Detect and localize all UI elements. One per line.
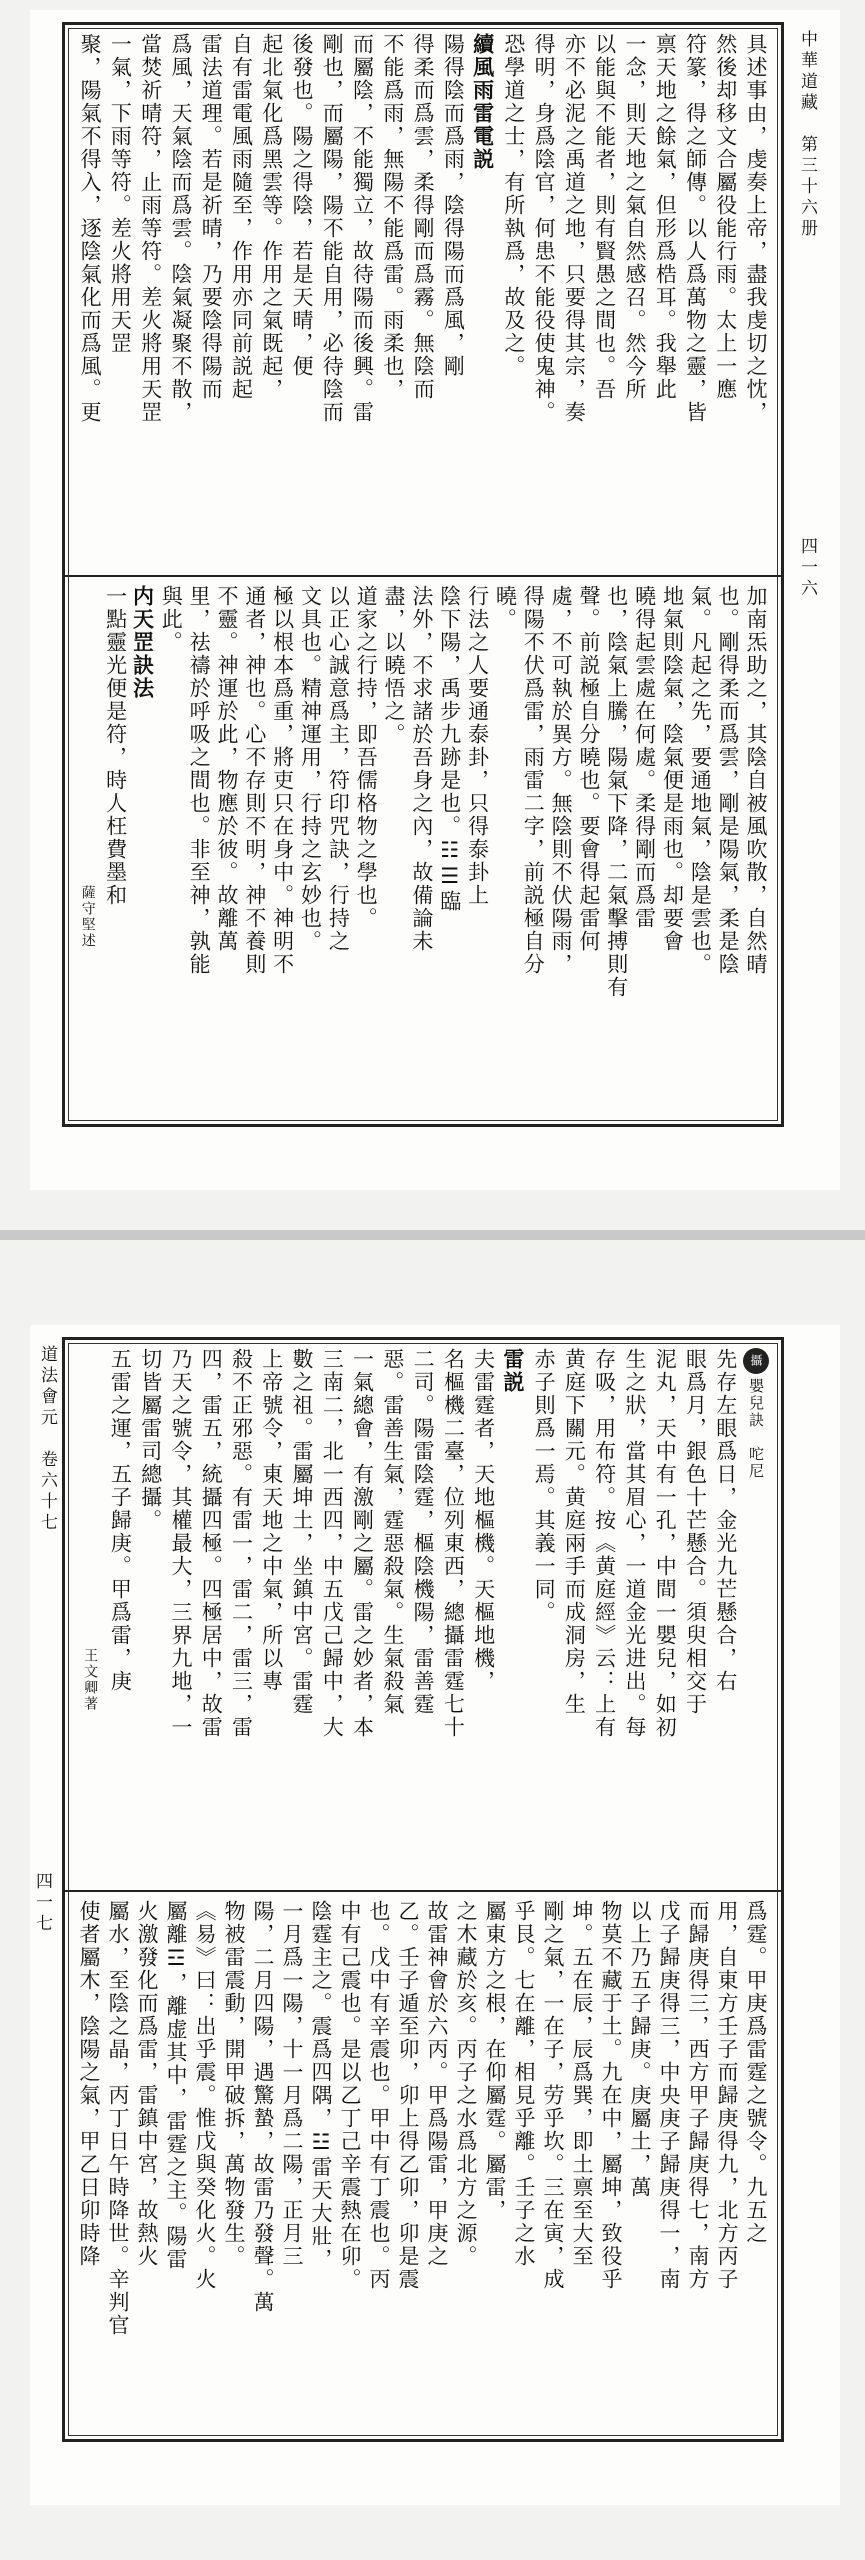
text-column: 加南炁助之，其陰自被風吹散，自然晴 xyxy=(744,585,768,976)
text-column: 陰霆主之。震爲四隅，☳雷天大壯， xyxy=(309,1900,333,2271)
text-column: 戊子歸庚得三，中央庚子歸庚得一，南 xyxy=(657,1900,681,2291)
text-column: 符篆，得之師傳。以人爲萬物之靈，皆 xyxy=(683,33,708,424)
text-column: 通者，神也。心不存則不明，神不養則 xyxy=(242,585,267,976)
text-column: 三南二，北一西四，中五戊己歸中，大 xyxy=(320,1348,345,1739)
text-column: 數之祖。雷屬坤土，坐鎮中宮。雷霆 xyxy=(290,1348,315,1716)
section-heading: 續風雨雷電説 xyxy=(470,33,496,171)
text-column: 存吸，用布符。按《黄庭經》云：上有 xyxy=(592,1348,617,1739)
text-column: 一氣總會，有激剛之屬。雷之妙者，本 xyxy=(350,1348,375,1739)
page-417 xyxy=(30,1325,840,2505)
text-column: 坤。五在辰，辰爲巽，即土禀至大至 xyxy=(570,1900,594,2268)
text-column: 而歸庚得三，西方甲子歸庚得七，南方 xyxy=(686,1900,710,2291)
text-column: 也，陰氣上騰，陽氣下降，二氣擊搏則有 xyxy=(604,585,629,999)
text-column: 屬離☲，離虚其中，雷霆之主。陽雷 xyxy=(164,1900,188,2271)
text-column: 自有雷電風雨隨至，作用亦同前説起 xyxy=(229,33,254,401)
text-column: 赤子則爲一焉。其義一同。 xyxy=(532,1348,557,1624)
upper-register xyxy=(75,1348,771,1883)
text-column: 恐學道之士，有所執爲，故及之。 xyxy=(501,33,526,378)
text-column: 而屬陰，不能獨立，故待陽而後興。雷 xyxy=(350,33,375,424)
text-column: 泥丸，天中有一孔，中間一嬰兒，如初 xyxy=(653,1348,678,1739)
text-column: 與此。 xyxy=(159,585,184,654)
lower-register xyxy=(75,585,771,1120)
register-divider xyxy=(65,1890,781,1892)
text-column: 行法之人要通泰卦，只得泰卦上 xyxy=(465,585,490,907)
text-column: 切皆屬雷司總攝。 xyxy=(138,1348,163,1532)
text-column: 之木藏於亥。丙子之水爲北方之源。 xyxy=(454,1900,478,2268)
text-column: 得陽不伏爲雷，雨雷二字，前説極自分 xyxy=(521,585,546,976)
author-attribution: 王文卿著 xyxy=(82,1648,99,1712)
text-column: 物莫不藏于土。九在中，屬坤，致役乎 xyxy=(599,1900,623,2291)
page-number: 四一七 xyxy=(32,1872,52,1935)
text-column: 以上乃五子歸庚。庚屬土，萬 xyxy=(628,1900,652,2199)
text-frame xyxy=(62,1337,784,2442)
text-column: 名樞機二臺，位列東西，總攝雷霆七十 xyxy=(441,1348,466,1739)
text-column: 然後却移文合屬役能行雨。太上一應 xyxy=(713,33,738,401)
text-column: 黄庭下關元。黄庭兩手而成洞房，生 xyxy=(562,1348,587,1716)
text-column: 眼爲月，銀色十芒懸合。須臾相交于 xyxy=(683,1348,708,1716)
text-column: 上帝號令，東天地之中氣，所以專 xyxy=(259,1348,284,1693)
text-column: 故雷神會於六丙。甲爲陽雷，甲庚之 xyxy=(425,1900,449,2268)
text-column: 盡，以曉悟之。 xyxy=(382,585,407,746)
text-column: 道家之行持，即吾儒格物之學也。 xyxy=(354,585,379,930)
text-column: 乙。壬子遁至卯，卯上得乙卯，卯是震 xyxy=(396,1900,420,2291)
text-column: 雷法道理。若是祈晴，乃要陰得陽而 xyxy=(199,33,224,401)
text-column: 殺不正邪惡。有雷一，雷二，雷三，雷 xyxy=(229,1348,254,1739)
text-column: 《易》曰：出乎震。惟戊與癸化火。火 xyxy=(193,1900,217,2291)
text-column: 一點靈光便是符，時人枉費墨和 xyxy=(103,585,128,907)
text-column: 具述事由，虔奏上帝，盡我虔切之忱， xyxy=(744,33,768,424)
text-column: 剛之氣，一在子，劳乎坎。三在寅，成 xyxy=(541,1900,565,2291)
text-column: 地氣則陰氣，陰氣便是雨也。却要會 xyxy=(660,585,685,953)
text-column: 以能與不能者，則有賢愚之間也。吾 xyxy=(592,33,617,401)
text-column: 起北氣化爲黑雲等。作用之氣既起， xyxy=(259,33,284,401)
text-column: 四，雷五，統攝四極。四極居中，故雷 xyxy=(199,1348,224,1739)
text-column: 中有己震也。是以乙丁己辛震熱在卯。 xyxy=(338,1900,362,2291)
text-column: 氣。凡起之先，要通地氣，陰是雲也。 xyxy=(688,585,713,976)
text-column: 聚，陽氣不得入，逐陰氣化而爲風。更 xyxy=(78,33,103,424)
text-column: 二司。陽雷陰霆，樞陰機陽，雷善霆 xyxy=(411,1348,436,1716)
text-column: 處，不可執於異方。無陰則不伏陽雨， xyxy=(549,585,574,976)
upper-register xyxy=(75,33,771,568)
text-column: 不靈。神運於此，物應於彼。故離萬 xyxy=(214,585,239,953)
text-column: 一月爲一陽，十一月爲二陽，正月三 xyxy=(280,1900,304,2268)
page-separator xyxy=(0,1230,865,1240)
text-column: 得柔而爲雲，柔得剛而爲霧。無陰而 xyxy=(411,33,436,401)
page-416 xyxy=(30,10,840,1190)
text-column: 物被雷震動，開甲破拆，萬物發生。 xyxy=(222,1900,246,2268)
text-column: 爲風，天氣陰而爲雲。陰氣凝聚不散， xyxy=(168,33,193,424)
section-heading: 内天罡訣法 xyxy=(130,585,156,700)
section-heading: 雷説 xyxy=(500,1348,526,1394)
talisman-caption: 攝嬰兒訣 咜尼 xyxy=(741,1348,771,1883)
text-column: 使者屬木，陰陽之氣，甲乙日卯時降 xyxy=(77,1900,101,2268)
text-column: 五雷之運，五子歸庚。甲爲雷，庚 xyxy=(108,1348,133,1693)
text-column: 一念，則天地之氣自然感召。然今所 xyxy=(622,33,647,401)
text-column: 法外，不求諸於吾身之內，故備論未 xyxy=(409,585,434,953)
text-column: 屬東方之根，在仰屬霆。屬雷， xyxy=(483,1900,507,2222)
author-attribution: 薩守堅述 xyxy=(79,885,96,949)
text-column: 剛也，而屬陽，陽不能自用，必待陰而 xyxy=(320,33,345,424)
lower-register xyxy=(75,1900,771,2435)
talisman-seal-icon: 攝 xyxy=(743,1348,769,1374)
register-divider xyxy=(65,575,781,577)
text-column: 禀天地之餘氣，但形爲梏耳。我舉此 xyxy=(653,33,678,401)
text-column: 夫雷霆者，天地樞機。天樞地機， xyxy=(471,1348,496,1693)
text-column: 乃天之號令，其權最大，三界九地，一 xyxy=(168,1348,193,1739)
text-column: 也。戊中有辛震也。甲中有丁震也。丙 xyxy=(367,1900,391,2291)
running-header: 中華道藏 第三十六册 xyxy=(797,30,817,240)
text-column: 當焚祈晴符，止雨等符。差火將用天罡 xyxy=(138,33,163,424)
text-column: 極以根本爲重，將吏只在身中。神明不 xyxy=(270,585,295,976)
text-column: 先存左眼爲日，金光九芒懸合，右 xyxy=(713,1348,738,1693)
text-column: 得明，身爲陰官，何患不能役使鬼神。 xyxy=(532,33,557,424)
text-column: 陰下陽，禹步九跡是也。☷☰臨 xyxy=(437,585,462,913)
text-column: 陽，二月四陽，遇驚蟄，故雷乃發聲。萬 xyxy=(251,1900,275,2314)
text-column: 爲霆。甲庚爲雷霆之號令。九五之 xyxy=(744,1900,768,2245)
text-column: 聲。前説極自分曉也。要會得起雷何 xyxy=(576,585,601,953)
text-column: 火激發化而爲雷，雷鎮中宮，故熱火 xyxy=(135,1900,159,2268)
text-column: 一氣，下雨等符。差火將用天罡 xyxy=(108,33,133,355)
text-column: 生之狀，當其眉心，一道金光进出。每 xyxy=(622,1348,647,1739)
text-column: 曉。 xyxy=(493,585,518,631)
text-column: 屬水，至陰之晶，丙丁日午時降世。辛判官 xyxy=(106,1900,130,2337)
text-frame xyxy=(62,22,784,1127)
text-column: 惡。雷善生氣，霆惡殺氣。生氣殺氣 xyxy=(380,1348,405,1716)
text-column: 里，祛禱於呼吸之間也。非至神，孰能 xyxy=(187,585,212,976)
page-number: 四一六 xyxy=(797,537,817,600)
text-column: 用，自東方壬子而歸庚得九，北方丙子 xyxy=(715,1900,739,2291)
text-column: 曉得起雲處在何處。柔得剛而爲雷 xyxy=(632,585,657,930)
text-column: 後發也。陽之得陰，若是天晴，便 xyxy=(290,33,315,378)
text-column: 亦不必泥之禹道之地，只要得其宗，奏 xyxy=(562,33,587,424)
text-column: 以正心誠意爲主，符印咒訣，行持之 xyxy=(326,585,351,953)
text-column: 陽得陰而爲雨，陰得陽而爲風，剛 xyxy=(441,33,466,378)
text-column: 文具也。精神運用，行持之玄妙也。 xyxy=(298,585,323,953)
running-footer-title: 道法會元 卷六十七 xyxy=(37,1345,57,1534)
text-column: 也。剛得柔而爲雲，剛是陽氣，柔是陰 xyxy=(716,585,741,976)
text-column: 乎艮。七在離，相見乎離。壬子之水 xyxy=(512,1900,536,2268)
text-column: 不能爲雨，無陽不能爲雷。雨柔也， xyxy=(380,33,405,401)
